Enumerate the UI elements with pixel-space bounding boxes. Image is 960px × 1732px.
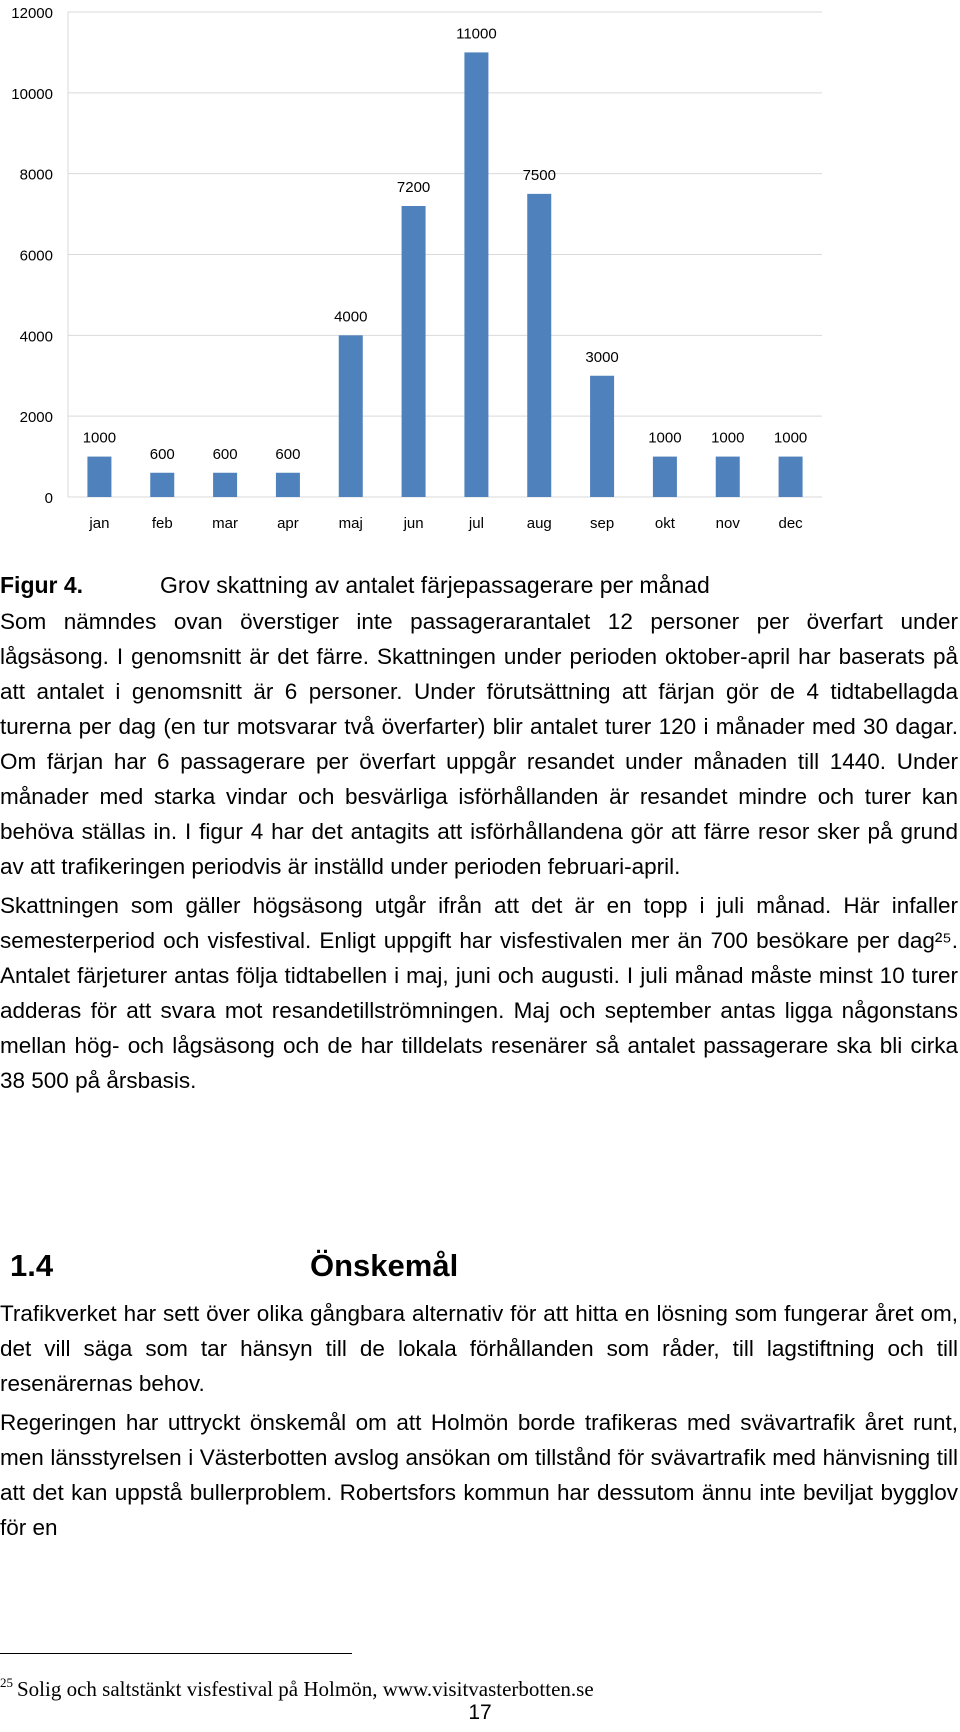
paragraph: Som nämndes ovan överstiger inte passagerarantalet 12 personer per överfart under lågsäsong. I genomsnitt är det färre. Skattningen under perioden oktober-april har baserats på att antalet i genomsnitt är 6 personer. Under förutsättning att färjan gör de 4 tidtabellagda turerna per dag (en tur motsvarar två överfarter) blir antalet turer 120 i månader med 30 dagar. Om färjan har 6 passagerare per överfart uppgår resandet under månaden till 1440. Under månader med starka vindar och besvärliga isförhållanden är resandet mindre och turer kan behöva ställas in. I figur 4 har det antagits att isförhållandena gör att färre resor sker på grund av att trafikeringen periodvis är inställd under perioden februari-april. [0,609,958,879]
x-tick-label: jul [468,515,484,532]
data-labels [83,25,808,462]
x-tick-label: jan [89,515,110,532]
bar-okt [653,457,677,497]
data-label: 3000 [585,348,619,366]
data-label: 1000 [773,429,808,447]
x-tick-label: nov [715,515,740,532]
bar-dec [779,457,803,497]
bar-mar [213,473,237,497]
figure-caption-text: Grov skattning av antalet färjepassagerare per månad [160,572,710,598]
bar-feb [150,473,174,497]
chart-bars [87,52,802,497]
data-label: 1000 [648,429,682,447]
data-label: 600 [149,445,175,463]
footnote-marker: 25 [0,1675,13,1690]
figure-label: Figur 4. [0,572,84,598]
page-number: 17 [468,1701,492,1724]
data-label: 11000 [456,25,497,43]
bar-aug [527,194,551,497]
bar-jun [402,206,426,497]
y-tick-label: 10000 [11,85,53,103]
x-tick-label: feb [151,515,173,532]
x-tick-label: jun [403,515,424,532]
y-axis-ticks [11,5,53,507]
x-tick-label: apr [277,515,299,532]
section-title: Önskemål [310,1248,459,1283]
passenger-bar-chart [0,0,960,545]
data-label: 600 [212,445,238,463]
footnote-text: Solig och saltstänkt visfestival på Holmön, www.visitvasterbotten.se [17,1677,594,1701]
bar-apr [276,473,300,497]
bar-nov [716,457,740,497]
y-tick-label: 8000 [19,166,53,184]
footnote-divider [0,1653,352,1654]
data-label: 1000 [82,429,117,447]
x-tick-label: sep [589,515,615,532]
data-label: 7200 [396,179,431,196]
data-label: 7500 [522,166,556,184]
x-tick-label: okt [654,515,675,532]
section-body-text [0,1296,958,1549]
y-tick-label: 12000 [11,5,53,22]
bar-jul [464,52,488,497]
bar-jan [87,457,111,497]
paragraph: Trafikverket har sett över olika gångbara alternativ för att hitta en lösning som fungerar året om, det vill säga som tar hänsyn till de lokala förhållanden som råder, till lagstiftning och till resenärernas behov. [0,1301,958,1396]
footnote [0,1670,960,1702]
main-body-text [0,604,958,1102]
paragraph: Skattningen som gäller högsäsong utgår ifrån att det är en topp i juli månad. Här infaller semesterperiod och visfestival. Enligt uppgift har visfestivalen mer än 700 besökare per dag²⁵. Antalet färjeturer antas följa tidtabellen i maj, juni och augusti. I juli månad måste minst 10 turer adderas för att svara mot resandetillströmningen. Maj och september antas ligga någonstans mellan hög- och lågsäsong och de har tilldelats resenärer så antalet passagerare ska bli cirka 38 500 på årsbasis. [0,893,958,1093]
x-tick-label: mar [212,515,239,532]
bar-sep [590,376,614,497]
x-tick-label: maj [338,515,363,532]
data-label: 4000 [334,308,368,326]
figure-caption [0,570,960,600]
data-label: 600 [275,445,301,463]
paragraph: Regeringen har uttryckt önskemål om att Holmön borde trafikeras med svävartrafik året runt, men länsstyrelsen i Västerbotten avslog ansökan om tillstånd för svävartrafik med hänvisning till att det kan uppstå bullerproblem. Robertsfors kommun har dessutom ännu inte beviljat bygglov för en [0,1410,958,1540]
x-tick-label: dec [778,515,803,532]
section-number: 1.4 [10,1248,54,1283]
section-heading [0,1246,960,1286]
x-axis-ticks [88,515,803,532]
data-label: 1000 [711,429,745,447]
chart-gridlines [68,12,822,497]
x-tick-label: aug [526,515,552,532]
y-tick-label: 0 [44,490,53,507]
y-tick-label: 6000 [19,247,53,265]
bar-maj [339,335,363,497]
y-tick-label: 4000 [19,328,53,346]
y-tick-label: 2000 [19,409,53,427]
